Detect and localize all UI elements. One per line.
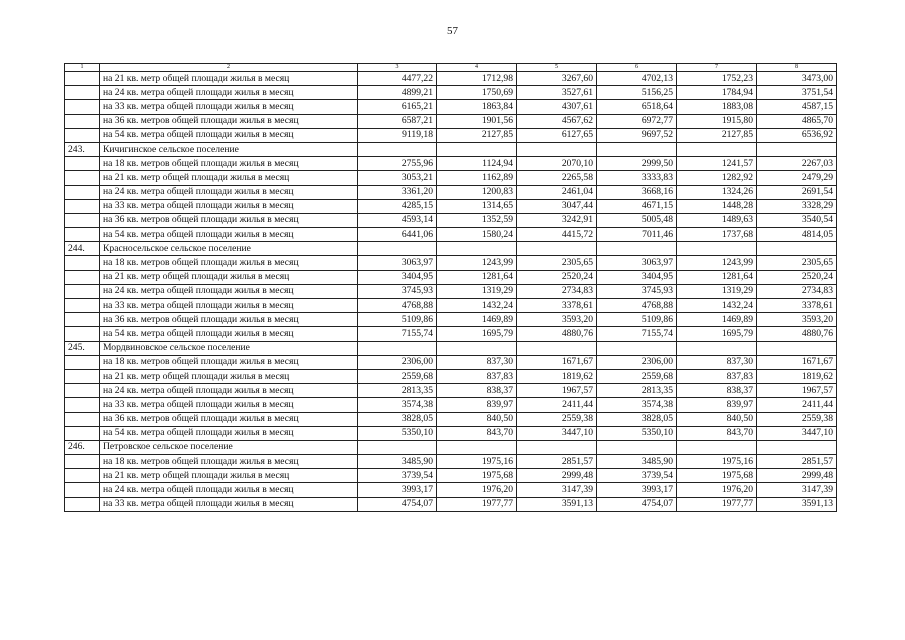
cell-value: 1671,67 [757,355,837,369]
tariff-table [64,63,837,512]
table-row [65,128,837,142]
cell-value: 1241,57 [677,157,757,171]
row-label: на 36 кв. метров общей площади жилья в месяц [100,313,358,327]
cell-value: 4880,76 [517,327,597,341]
cell-value [517,341,597,355]
section-row [65,242,837,256]
row-index [65,86,100,100]
row-label: на 54 кв. метра общей площади жилья в месяц [100,327,358,341]
cell-value: 1752,23 [677,72,757,86]
table-row [65,199,837,213]
cell-value: 3591,13 [757,497,837,511]
cell-value: 4587,15 [757,100,837,114]
cell-value: 2411,44 [517,398,597,412]
cell-value: 838,37 [677,384,757,398]
cell-value: 1883,08 [677,100,757,114]
cell-value [757,341,837,355]
cell-value: 2755,96 [358,157,437,171]
cell-value: 3447,10 [517,426,597,440]
cell-value: 6536,92 [757,128,837,142]
cell-value: 843,70 [677,426,757,440]
cell-value: 1750,69 [437,86,517,100]
cell-value: 7011,46 [597,228,677,242]
cell-value: 3447,10 [757,426,837,440]
cell-value: 2479,29 [757,171,837,185]
cell-value: 4768,88 [597,299,677,313]
row-index [65,114,100,128]
cell-value [677,341,757,355]
cell-value: 1863,84 [437,100,517,114]
row-index [65,497,100,511]
cell-value: 3053,21 [358,171,437,185]
cell-value: 3574,38 [597,398,677,412]
row-index [65,455,100,469]
cell-value: 3485,90 [597,455,677,469]
cell-value: 6972,77 [597,114,677,128]
row-label: на 18 кв. метров общей площади жилья в месяц [100,355,358,369]
cell-value: 840,50 [437,412,517,426]
cell-value: 2851,57 [757,455,837,469]
cell-value: 2559,68 [358,369,437,383]
row-index [65,369,100,383]
cell-value: 1243,99 [677,256,757,270]
cell-value: 3378,61 [517,299,597,313]
cell-value: 839,97 [437,398,517,412]
cell-value: 3361,20 [358,185,437,199]
section-row [65,142,837,156]
cell-value [358,440,437,454]
cell-value: 2127,85 [677,128,757,142]
cell-value: 4702,13 [597,72,677,86]
cell-value: 3147,39 [517,483,597,497]
cell-value: 2461,04 [517,185,597,199]
table-row [65,185,837,199]
column-number: 3 [358,64,437,72]
cell-value: 3063,97 [358,256,437,270]
table-row [65,114,837,128]
cell-value: 3574,38 [358,398,437,412]
cell-value: 2559,38 [757,412,837,426]
cell-value: 4307,61 [517,100,597,114]
cell-value: 5350,10 [358,426,437,440]
cell-value [757,242,837,256]
cell-value: 2559,68 [597,369,677,383]
row-index [65,398,100,412]
table-row [65,284,837,298]
row-label: на 24 кв. метра общей площади жилья в месяц [100,384,358,398]
table-row [65,228,837,242]
cell-value: 2999,50 [597,157,677,171]
cell-value: 3063,97 [597,256,677,270]
cell-value: 4899,21 [358,86,437,100]
cell-value: 3267,60 [517,72,597,86]
cell-value: 4671,15 [597,199,677,213]
cell-value: 4477,22 [358,72,437,86]
table-row [65,313,837,327]
cell-value: 3993,17 [358,483,437,497]
row-index [65,256,100,270]
row-index [65,100,100,114]
cell-value: 3378,61 [757,299,837,313]
cell-value: 2127,85 [437,128,517,142]
cell-value: 6127,65 [517,128,597,142]
row-index [65,171,100,185]
cell-value: 2306,00 [597,355,677,369]
cell-value: 9119,18 [358,128,437,142]
table-row [65,497,837,511]
cell-value: 1967,57 [517,384,597,398]
row-index [65,412,100,426]
cell-value: 1784,94 [677,86,757,100]
cell-value: 2305,65 [757,256,837,270]
cell-value: 3751,54 [757,86,837,100]
cell-value [358,242,437,256]
cell-value: 5350,10 [597,426,677,440]
cell-value: 1695,79 [437,327,517,341]
table-row [65,483,837,497]
cell-value: 3993,17 [597,483,677,497]
row-index [65,426,100,440]
row-index: 244. [65,242,100,256]
row-index: 243. [65,142,100,156]
page-number: 57 [447,25,458,37]
cell-value: 838,37 [437,384,517,398]
cell-value [597,341,677,355]
column-number-header [65,64,837,72]
cell-value: 1695,79 [677,327,757,341]
row-index [65,157,100,171]
cell-value: 3473,00 [757,72,837,86]
table-row [65,384,837,398]
cell-value: 2813,35 [597,384,677,398]
cell-value [597,440,677,454]
column-number: 1 [65,64,100,72]
cell-value: 6441,06 [358,228,437,242]
row-label: на 24 кв. метра общей площади жилья в месяц [100,185,358,199]
cell-value: 6165,21 [358,100,437,114]
cell-value: 5109,86 [358,313,437,327]
row-label: на 21 кв. метр общей площади жилья в месяц [100,369,358,383]
cell-value: 2520,24 [517,270,597,284]
cell-value [517,242,597,256]
row-label: на 33 кв. метра общей площади жилья в месяц [100,398,358,412]
row-label: на 24 кв. метра общей площади жилья в месяц [100,86,358,100]
cell-value [437,341,517,355]
table-row [65,256,837,270]
row-index [65,213,100,227]
row-label: на 54 кв. метра общей площади жилья в месяц [100,128,358,142]
cell-value [358,142,437,156]
cell-value: 840,50 [677,412,757,426]
table-row [65,426,837,440]
cell-value [437,440,517,454]
cell-value [437,142,517,156]
cell-value: 2520,24 [757,270,837,284]
cell-value: 839,97 [677,398,757,412]
cell-value: 4415,72 [517,228,597,242]
cell-value: 7155,74 [358,327,437,341]
table-row [65,299,837,313]
cell-value [597,142,677,156]
row-label: Мордвиновское сельское поселение [100,341,358,355]
cell-value: 1324,26 [677,185,757,199]
cell-value: 1432,24 [437,299,517,313]
cell-value: 2265,58 [517,171,597,185]
cell-value [757,142,837,156]
table-row [65,455,837,469]
cell-value: 1977,77 [437,497,517,511]
cell-value: 1580,24 [437,228,517,242]
cell-value: 5109,86 [597,313,677,327]
cell-value: 9697,52 [597,128,677,142]
row-index [65,299,100,313]
cell-value: 4880,76 [757,327,837,341]
row-label: на 21 кв. метр общей площади жилья в месяц [100,171,358,185]
cell-value: 1967,57 [757,384,837,398]
cell-value: 1737,68 [677,228,757,242]
row-label: на 54 кв. метра общей площади жилья в месяц [100,228,358,242]
row-index [65,199,100,213]
cell-value: 1448,28 [677,199,757,213]
cell-value: 1712,98 [437,72,517,86]
row-label: на 33 кв. метра общей площади жилья в месяц [100,199,358,213]
cell-value: 1975,16 [437,455,517,469]
row-label: на 18 кв. метров общей площади жилья в месяц [100,455,358,469]
row-label: на 18 кв. метров общей площади жилья в месяц [100,256,358,270]
cell-value: 2559,38 [517,412,597,426]
cell-value: 1124,94 [437,157,517,171]
row-label: на 36 кв. метров общей площади жилья в месяц [100,213,358,227]
cell-value: 3591,13 [517,497,597,511]
row-label: Петровское сельское поселение [100,440,358,454]
cell-value: 3404,95 [358,270,437,284]
cell-value [677,242,757,256]
row-index [65,72,100,86]
row-index [65,469,100,483]
cell-value: 843,70 [437,426,517,440]
cell-value: 3828,05 [358,412,437,426]
cell-value: 6518,64 [597,100,677,114]
cell-value: 3540,54 [757,213,837,227]
cell-value: 1281,64 [437,270,517,284]
cell-value: 3047,44 [517,199,597,213]
cell-value: 1819,62 [517,369,597,383]
cell-value: 1352,59 [437,213,517,227]
column-number: 8 [757,64,837,72]
cell-value: 837,83 [677,369,757,383]
column-number: 5 [517,64,597,72]
cell-value: 2734,83 [757,284,837,298]
row-index [65,355,100,369]
row-label: на 24 кв. метра общей площади жилья в месяц [100,483,358,497]
cell-value: 3593,20 [517,313,597,327]
row-index [65,228,100,242]
cell-value: 3333,83 [597,171,677,185]
table-row [65,72,837,86]
cell-value: 1976,20 [437,483,517,497]
table-row [65,398,837,412]
cell-value: 1976,20 [677,483,757,497]
cell-value: 3147,39 [757,483,837,497]
row-index [65,128,100,142]
cell-value: 2734,83 [517,284,597,298]
cell-value: 3745,93 [358,284,437,298]
cell-value: 1901,56 [437,114,517,128]
cell-value: 2267,03 [757,157,837,171]
cell-value: 2411,44 [757,398,837,412]
cell-value: 7155,74 [597,327,677,341]
cell-value: 1319,29 [437,284,517,298]
cell-value [517,440,597,454]
cell-value: 5005,48 [597,213,677,227]
cell-value: 1200,83 [437,185,517,199]
cell-value: 3828,05 [597,412,677,426]
table-row [65,355,837,369]
row-index [65,313,100,327]
cell-value: 3485,90 [358,455,437,469]
cell-value: 4285,15 [358,199,437,213]
cell-value: 1469,89 [437,313,517,327]
column-number: 2 [100,64,358,72]
cell-value: 1489,63 [677,213,757,227]
cell-value: 1671,67 [517,355,597,369]
cell-value: 5156,25 [597,86,677,100]
table-row [65,171,837,185]
cell-value [517,142,597,156]
cell-value [757,440,837,454]
row-label: на 36 кв. метров общей площади жилья в месяц [100,412,358,426]
table-row [65,213,837,227]
section-row [65,341,837,355]
cell-value: 6587,21 [358,114,437,128]
row-label: Красносельское сельское поселение [100,242,358,256]
row-label: Кичигинское сельское поселение [100,142,358,156]
cell-value: 1432,24 [677,299,757,313]
row-label: на 33 кв. метра общей площади жилья в месяц [100,299,358,313]
row-label: на 36 кв. метров общей площади жилья в месяц [100,114,358,128]
cell-value: 2999,48 [757,469,837,483]
cell-value: 3668,16 [597,185,677,199]
table-row [65,369,837,383]
cell-value [597,242,677,256]
cell-value: 4754,07 [597,497,677,511]
cell-value: 2691,54 [757,185,837,199]
cell-value [677,142,757,156]
cell-value: 1314,65 [437,199,517,213]
column-number: 6 [597,64,677,72]
cell-value: 2851,57 [517,455,597,469]
cell-value: 837,30 [437,355,517,369]
row-index [65,270,100,284]
cell-value: 1282,92 [677,171,757,185]
cell-value: 837,30 [677,355,757,369]
table-row [65,412,837,426]
row-label: на 21 кв. метр общей площади жилья в месяц [100,72,358,86]
table-row [65,86,837,100]
row-index: 245. [65,341,100,355]
row-label: на 33 кв. метра общей площади жилья в месяц [100,100,358,114]
row-label: на 21 кв. метр общей площади жилья в месяц [100,469,358,483]
table-row [65,157,837,171]
table-row [65,270,837,284]
cell-value: 4593,14 [358,213,437,227]
cell-value: 4754,07 [358,497,437,511]
cell-value: 1975,68 [677,469,757,483]
cell-value: 4768,88 [358,299,437,313]
cell-value: 4865,70 [757,114,837,128]
cell-value: 1819,62 [757,369,837,383]
table-row [65,469,837,483]
cell-value: 1975,16 [677,455,757,469]
table-row [65,100,837,114]
cell-value: 1915,80 [677,114,757,128]
cell-value: 4567,62 [517,114,597,128]
cell-value: 3242,91 [517,213,597,227]
cell-value: 1281,64 [677,270,757,284]
row-index [65,327,100,341]
cell-value: 1162,89 [437,171,517,185]
cell-value: 3527,61 [517,86,597,100]
cell-value: 4814,05 [757,228,837,242]
cell-value: 2306,00 [358,355,437,369]
row-index: 246. [65,440,100,454]
cell-value [437,242,517,256]
row-index [65,384,100,398]
row-label: на 24 кв. метра общей площади жилья в месяц [100,284,358,298]
cell-value: 1975,68 [437,469,517,483]
cell-value: 1319,29 [677,284,757,298]
cell-value: 2070,10 [517,157,597,171]
cell-value [677,440,757,454]
row-label: на 33 кв. метра общей площади жилья в месяц [100,497,358,511]
cell-value: 3404,95 [597,270,677,284]
cell-value: 3745,93 [597,284,677,298]
cell-value: 3739,54 [358,469,437,483]
cell-value: 837,83 [437,369,517,383]
cell-value: 2999,48 [517,469,597,483]
cell-value: 2305,65 [517,256,597,270]
row-index [65,284,100,298]
row-label: на 18 кв. метров общей площади жилья в месяц [100,157,358,171]
column-number: 7 [677,64,757,72]
column-number: 4 [437,64,517,72]
cell-value: 3593,20 [757,313,837,327]
cell-value [358,341,437,355]
cell-value: 1977,77 [677,497,757,511]
cell-value: 1243,99 [437,256,517,270]
cell-value: 3328,29 [757,199,837,213]
row-index [65,185,100,199]
table-row [65,327,837,341]
cell-value: 1469,89 [677,313,757,327]
row-index [65,483,100,497]
cell-value: 3739,54 [597,469,677,483]
cell-value: 2813,35 [358,384,437,398]
row-label: на 21 кв. метр общей площади жилья в месяц [100,270,358,284]
row-label: на 54 кв. метра общей площади жилья в месяц [100,426,358,440]
section-row [65,440,837,454]
